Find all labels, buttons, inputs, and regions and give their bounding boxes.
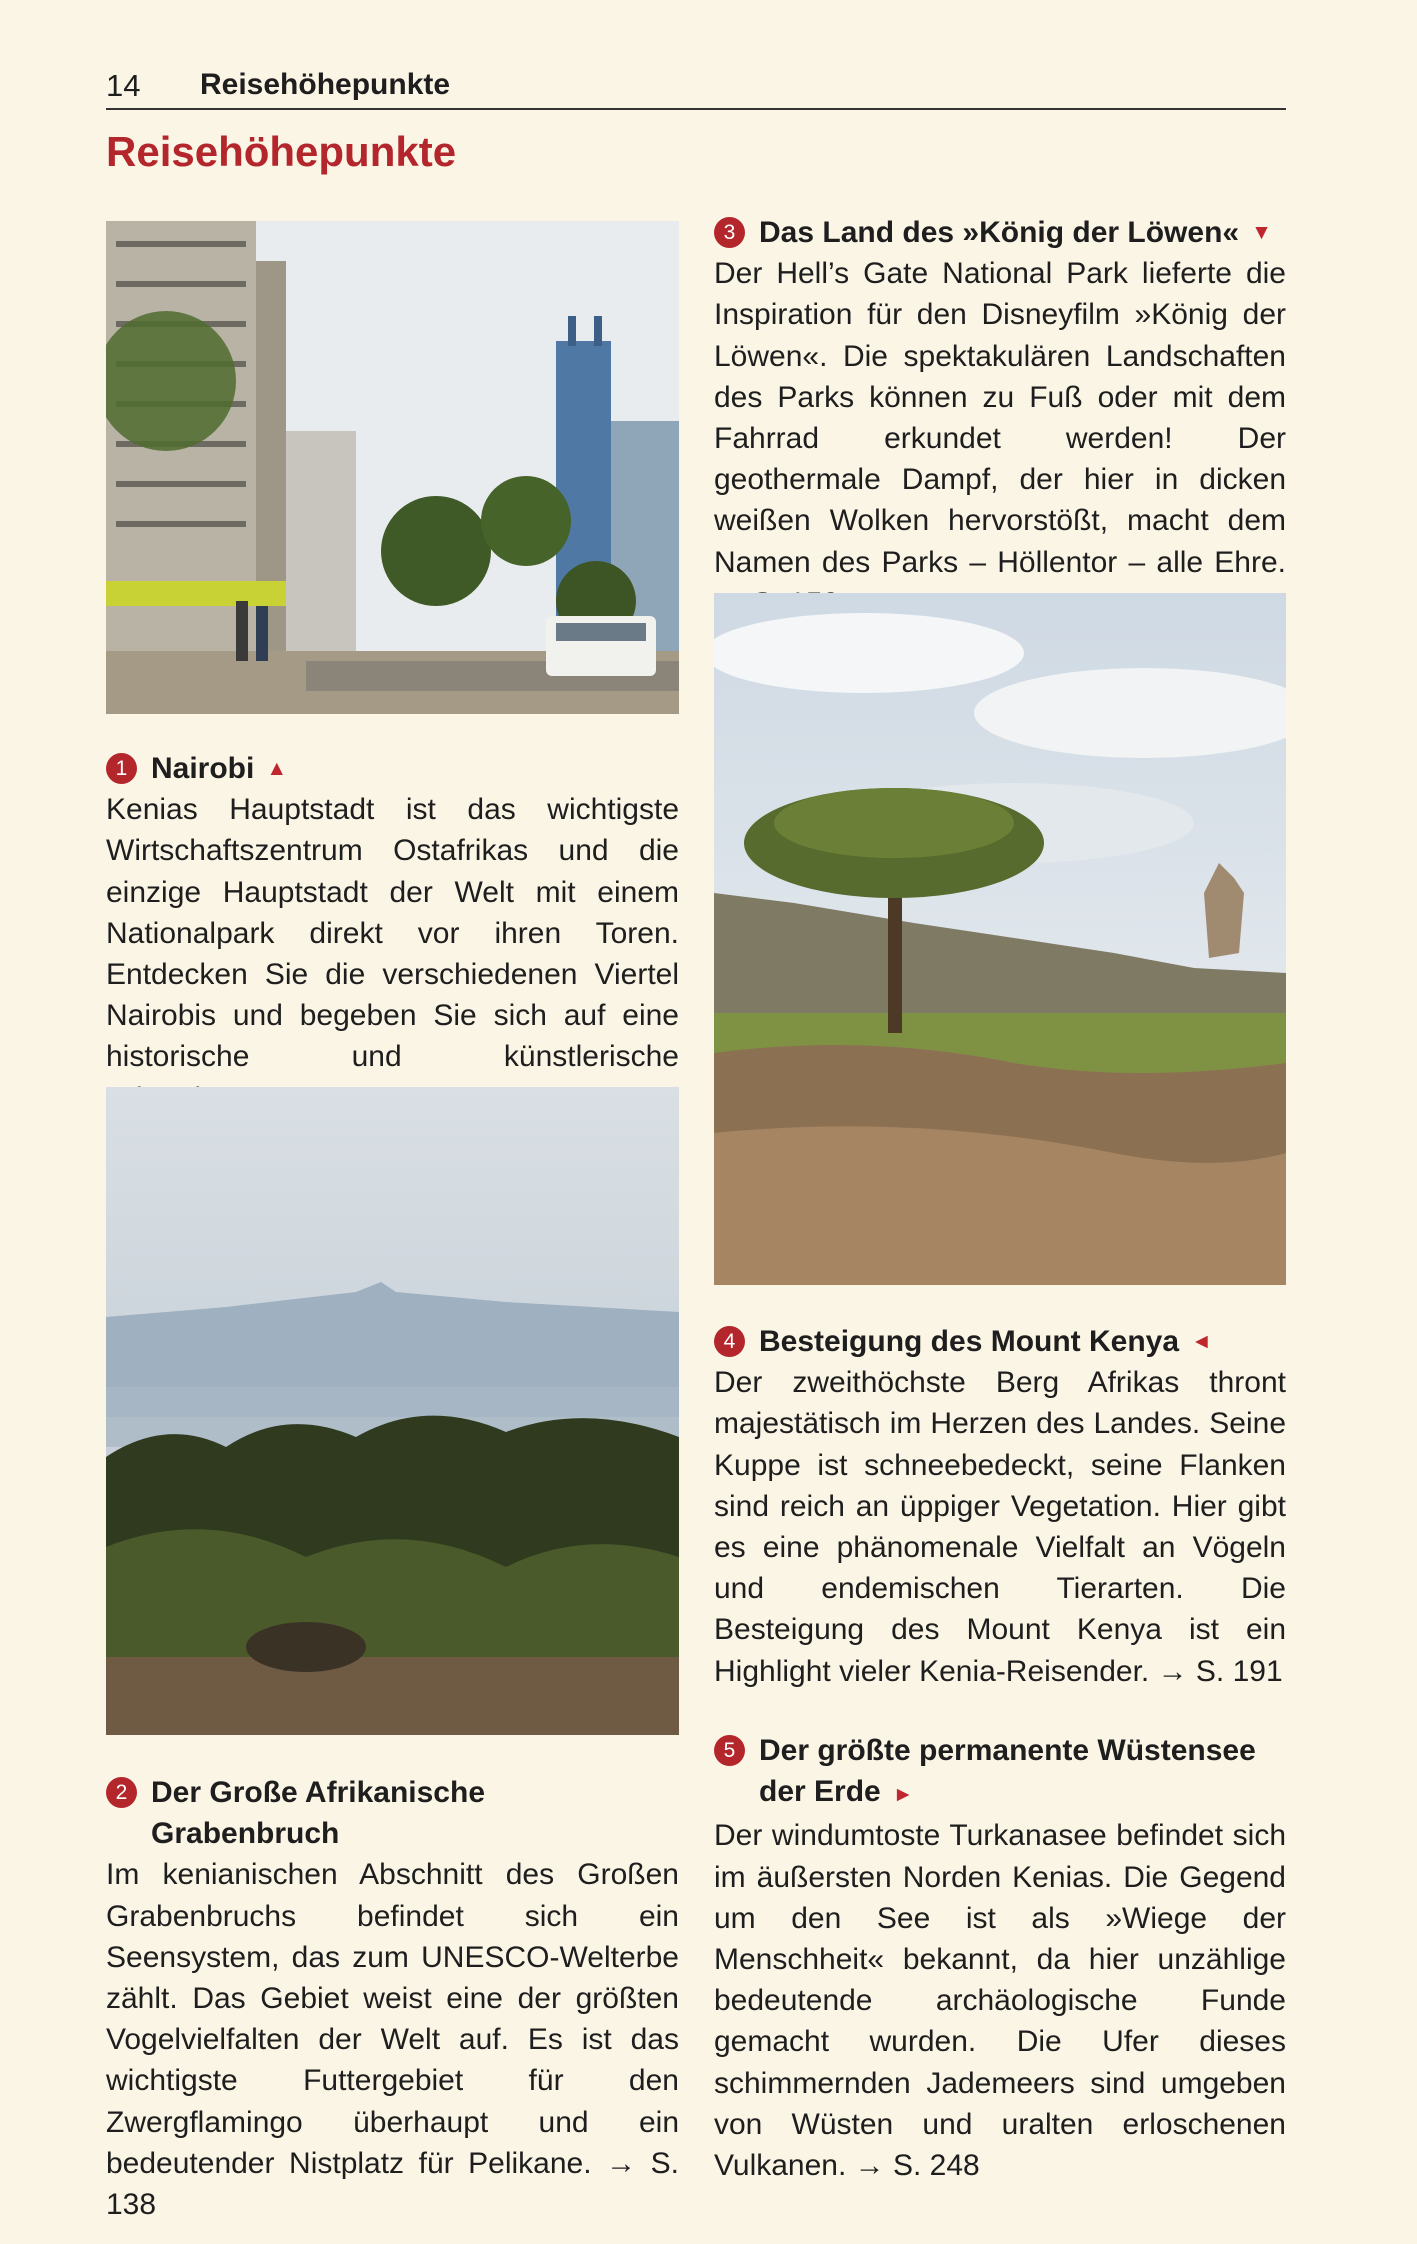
number-badge: 4: [714, 1326, 745, 1357]
photo-nairobi-street: [106, 221, 679, 714]
entry-4: [714, 1321, 1286, 1692]
entry-3-heading: [714, 212, 1286, 253]
entry-1: [106, 748, 679, 1119]
entry-4-text: Der zweithöchste Berg Afrikas thront majestätisch im Herzen des Landes. Seine Kuppe ist schneebedeckt, seine Flanken sind reich an üppiger Vegetation. Hier gibt es eine phänomenale Vielfalt an Vögeln und endemischen Tierarten. Die Besteigung des Mount Kenya ist ein Highlight vieler Kenia-Reisender. → S. 191: [714, 1366, 1286, 1688]
entry-3-title: Das Land des »König der Löwen«: [759, 216, 1240, 249]
page-header: [106, 64, 1286, 110]
triangle-right-icon: ►: [892, 1783, 914, 1807]
number-badge: 5: [714, 1735, 745, 1766]
running-title: Reisehöhepunkte: [200, 68, 451, 101]
entry-2-text: Im kenianischen Abschnitt des Großen Grabenbruchs befindet sich ein Seensystem, das zum UNESCO-Welterbe zählt. Das Gebiet weist eine der größten Vogelvielfalten der Welt auf. Es ist das wichtigste Futtergebiet für den Zwergflamingo überhaupt und ein bedeutender Nistplatz für Pelikane. → S. 138: [106, 1858, 679, 2222]
entry-5: [714, 1730, 1286, 2186]
entry-2-title: Der Große Afrikanische Grabenbruch: [151, 1776, 485, 1851]
triangle-up-icon: ▲: [266, 757, 288, 780]
entry-3: [714, 212, 1286, 624]
entry-5-title: Der größte permanente Wüstensee der Erde: [759, 1734, 1256, 1809]
entry-1-heading: [106, 748, 679, 789]
triangle-down-icon: ▼: [1251, 221, 1272, 244]
photo-rift-valley: [106, 1087, 679, 1735]
photo-hells-gate: [714, 593, 1286, 1285]
number-badge: 3: [714, 217, 745, 248]
page-title: Reisehöhepunkte: [106, 128, 457, 175]
entry-5-heading: [714, 1730, 1286, 1815]
entry-2-heading: [106, 1772, 679, 1854]
page-number: 14: [106, 68, 141, 103]
entry-4-heading: [714, 1321, 1286, 1362]
entry-3-text: Der Hell’s Gate National Park lieferte die Inspiration für den Disneyfilm »König der Löwen«. Die spektakulären Landschaften des Parks können zu Fuß oder mit dem Fahrrad erkundet werden! Der geothermale Dampf, der hier in dicken weißen Wolken hervorstößt, macht dem Namen des Parks – Höllentor – alle Ehre.: [714, 257, 1286, 579]
number-badge: 2: [106, 1777, 137, 1808]
entry-1-title: Nairobi: [151, 752, 255, 785]
entry-1-text: Kenias Hauptstadt ist das wichtigste Wirtschaftszentrum Ostafrikas und die einzige Hauptstadt der Welt mit einem Nationalpark direkt vor ihren Toren. Entdecken Sie die verschiedenen Viertel Nairobis und begeben Sie sich auf eine historische und künstlerische: [106, 793, 679, 1074]
entry-5-text: Der windumtoste Turkanasee befindet sich im äußersten Norden Kenias. Die Gegend um den See ist als »Wiege der Menschheit« bekannt, da hier unzählige bedeutende archäologische Funde gemacht wurden. Die Ufer dieses schimmernden Jademeers sind umgeben von Wüsten und uralten erloschenen Vulkanen. → S. 248: [714, 1819, 1286, 2183]
number-badge: 1: [106, 753, 137, 784]
entry-2: [106, 1772, 679, 2225]
entry-4-title: Besteigung des Mount Kenya: [759, 1325, 1180, 1358]
triangle-left-icon: ◄: [1191, 1330, 1212, 1353]
